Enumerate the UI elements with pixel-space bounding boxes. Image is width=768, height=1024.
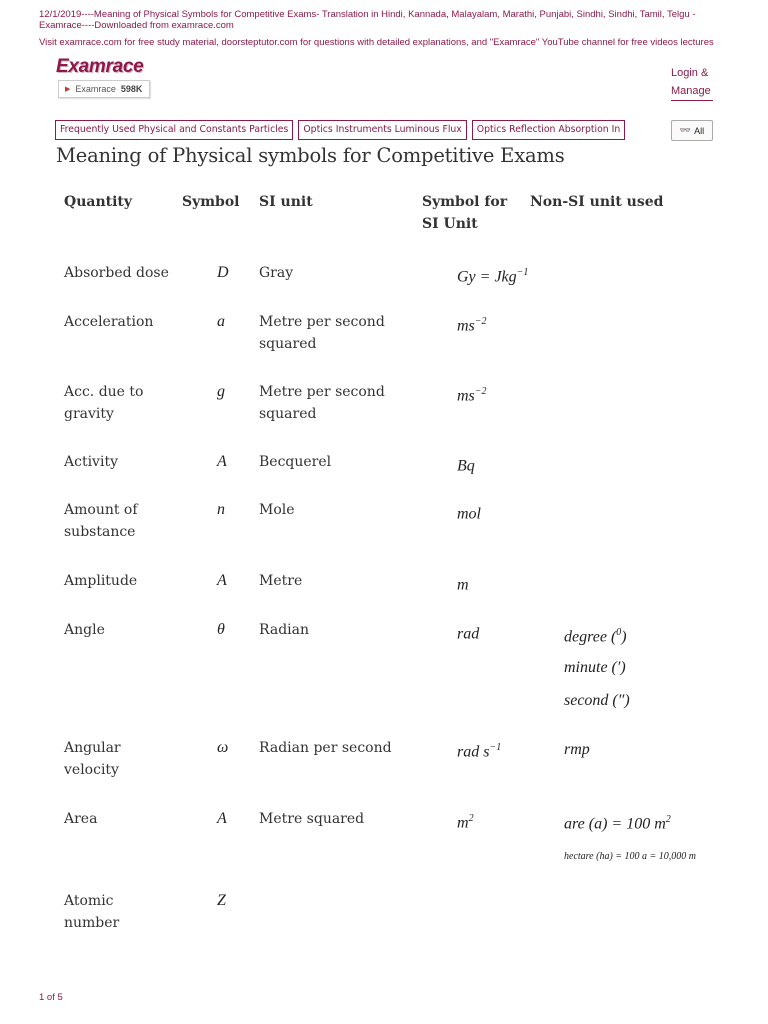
document-header-promo: Visit examrace.com for free study material, doorsteptutor.com for questions with detailed explanations, and "Examrace" YouTube channel for free videos lectures xyxy=(39,37,714,48)
quantity-line1: Area xyxy=(64,811,98,827)
youtube-subscribe-widget[interactable] xyxy=(58,80,150,98)
are-label: are (a) = 100 m xyxy=(564,815,666,833)
youtube-channel-label: Examrace xyxy=(75,84,116,94)
si-unit-line1: Becquerel xyxy=(259,454,332,470)
all-topics-button[interactable] xyxy=(671,120,713,141)
symbol-cell: θ xyxy=(217,621,225,638)
examrace-logo[interactable]: Examrace xyxy=(56,56,144,77)
quantity-line1: Absorbed dose xyxy=(64,265,169,281)
quantity-line1: Angular xyxy=(64,740,121,756)
si-unit-line1: Metre xyxy=(259,573,303,589)
topic-tab-reflection[interactable]: Optics Reflection Absorption In xyxy=(472,120,625,140)
si-symbol-base: m xyxy=(457,814,469,832)
page-title: Meaning of Physical symbols for Competitive Exams xyxy=(56,144,565,167)
si-symbol-cell xyxy=(457,262,528,288)
quantity-line1: Atomic xyxy=(64,893,114,909)
si-symbol-cell xyxy=(457,451,475,477)
quantity-line1: Amplitude xyxy=(64,573,138,589)
si-unit-line1: Metre per second xyxy=(259,384,385,400)
si-symbol-cell xyxy=(457,808,474,834)
col-header-symbol-si-line1: Symbol for xyxy=(422,194,508,210)
col-header-symbol-si-line2: SI Unit xyxy=(422,216,478,232)
si-symbol-base: rad xyxy=(457,625,480,643)
si-symbol-base: ms xyxy=(457,387,475,405)
non-si-angle-degree xyxy=(564,622,627,648)
symbol-cell: A xyxy=(217,810,227,827)
topic-tab-constants[interactable]: Frequently Used Physical and Constants Particles xyxy=(55,120,293,140)
si-symbol-cell xyxy=(457,619,479,645)
symbol-cell: ω xyxy=(217,739,229,756)
non-si-area-hectare: hectare (ha) = 100 a = 10,000 m xyxy=(564,851,696,862)
degree-close: ) xyxy=(621,628,627,646)
symbol-cell: A xyxy=(217,572,227,589)
col-header-symbol: Symbol xyxy=(182,194,240,210)
glasses-icon: 👓 xyxy=(679,125,692,135)
symbol-cell: g xyxy=(217,383,225,400)
si-symbol-base: ms xyxy=(457,317,475,335)
degree-superscript: 0 xyxy=(616,627,622,638)
si-symbol-cell xyxy=(457,737,501,763)
topic-tab-luminous-flux[interactable]: Optics Instruments Luminous Flux xyxy=(298,120,466,140)
si-unit-line1: Gray xyxy=(259,265,294,281)
related-topics-bar xyxy=(55,120,670,140)
login-manage-link[interactable] xyxy=(671,64,721,101)
si-symbol-exponent: 2 xyxy=(468,813,474,824)
quantity-line1: Amount of xyxy=(64,502,138,518)
si-symbol-exponent: −2 xyxy=(474,316,487,327)
col-header-non-si: Non-SI unit used xyxy=(530,194,664,210)
symbol-cell: a xyxy=(217,313,225,330)
page-counter: 1 of 5 xyxy=(39,992,63,1003)
login-link-line1: Login & xyxy=(671,67,709,79)
youtube-subscriber-count: 598K xyxy=(120,84,143,94)
degree-label: degree ( xyxy=(564,628,617,646)
quantity-line2: substance xyxy=(64,524,136,540)
non-si-angle-minute: minute (′) xyxy=(564,659,626,676)
si-unit-line2: squared xyxy=(259,336,317,352)
document-header-title: 12/1/2019----Meaning of Physical Symbols for Competitive Exams- Translation in Hindi, Kannada, Malayalam, Marathi, Punjabi, Sindhi, Sindhi, Tamil, Telgu - Examrace----Downloaded from examrace.com xyxy=(39,9,696,31)
si-unit-line1: Metre squared xyxy=(259,811,365,827)
symbol-cell: A xyxy=(217,453,227,470)
si-unit-line1: Radian xyxy=(259,622,310,638)
si-symbol-base: m xyxy=(457,576,469,594)
si-symbol-cell xyxy=(457,570,469,596)
si-symbol-base: Gy = Jkg xyxy=(457,268,517,286)
si-symbol-base: rad s xyxy=(457,743,490,761)
si-symbol-base: mol xyxy=(457,505,481,523)
si-symbol-cell xyxy=(457,381,487,407)
symbol-cell: n xyxy=(217,501,225,518)
symbol-cell: Z xyxy=(217,892,226,909)
are-superscript: 2 xyxy=(665,814,671,825)
si-symbol-exponent: −1 xyxy=(489,742,502,753)
quantity-line2: gravity xyxy=(64,406,114,422)
symbol-cell: D xyxy=(217,264,229,281)
si-unit-line2: squared xyxy=(259,406,317,422)
quantity-line1: Angle xyxy=(64,622,105,638)
si-symbol-base: Bq xyxy=(457,457,475,475)
si-unit-line1: Metre per second xyxy=(259,314,385,330)
col-header-si-unit: SI unit xyxy=(259,194,313,210)
youtube-play-icon: ▶ xyxy=(65,86,71,93)
si-symbol-cell xyxy=(457,499,481,525)
quantity-line1: Acceleration xyxy=(64,314,154,330)
non-si-angle-second: second (″) xyxy=(564,692,630,709)
non-si-angular-velocity: rmp xyxy=(564,741,590,758)
si-symbol-cell xyxy=(457,311,487,337)
quantity-line2: velocity xyxy=(64,762,119,778)
non-si-area-are xyxy=(564,809,671,835)
col-header-quantity: Quantity xyxy=(64,194,133,210)
si-unit-line1: Radian per second xyxy=(259,740,392,756)
si-unit-line1: Mole xyxy=(259,502,295,518)
quantity-line2: number xyxy=(64,915,120,931)
all-topics-label: All xyxy=(694,125,705,136)
quantity-line1: Acc. due to xyxy=(64,384,144,400)
si-symbol-exponent: −2 xyxy=(474,386,487,397)
quantity-line1: Activity xyxy=(64,454,118,470)
login-link-line2: Manage xyxy=(671,82,713,101)
si-symbol-exponent: −1 xyxy=(516,267,529,278)
